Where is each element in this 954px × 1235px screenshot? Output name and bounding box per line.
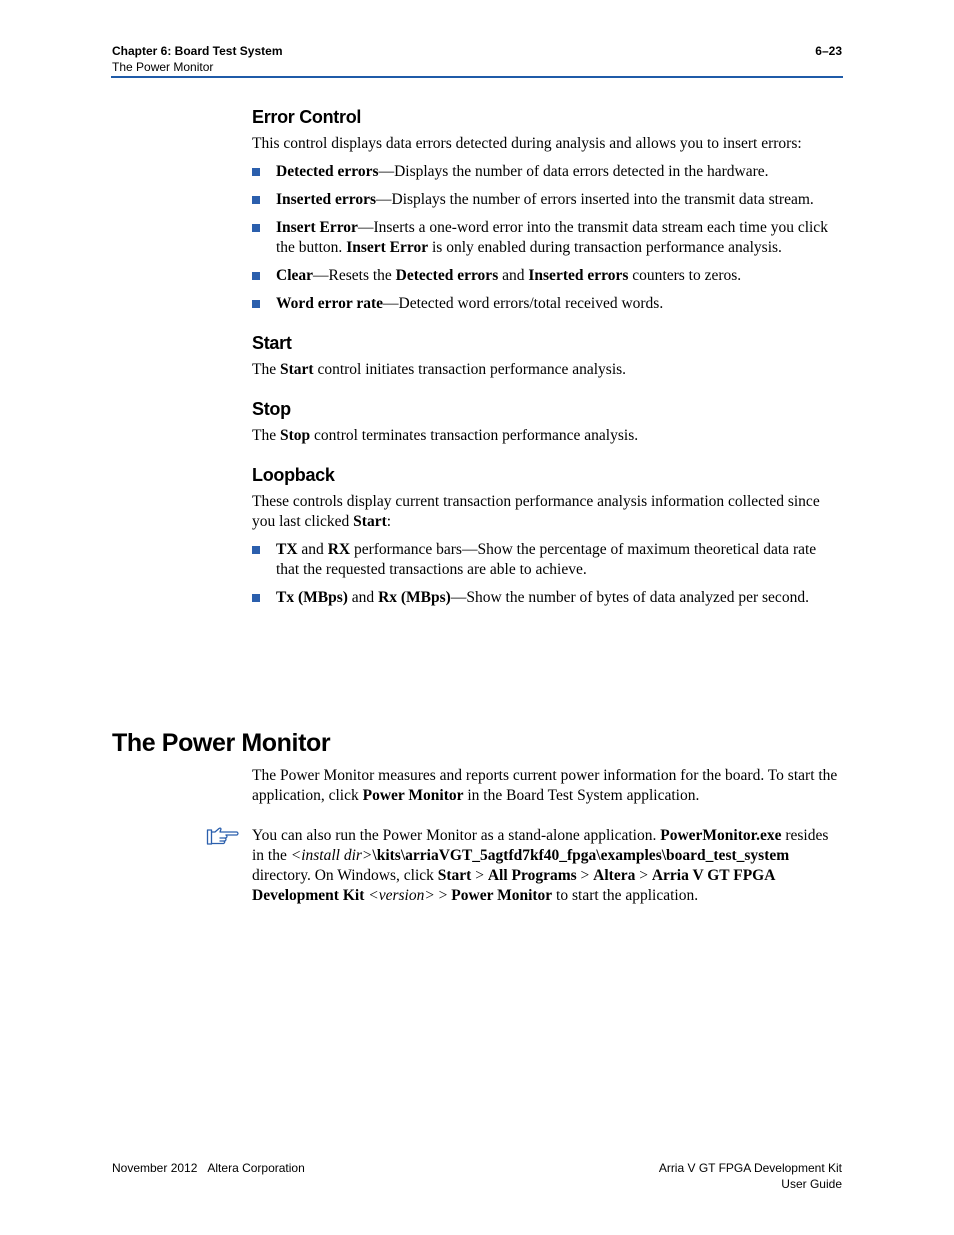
footer-left — [112, 1160, 305, 1176]
list-item: TX and RX performance bars—Show the percentage of maximum theoretical data rate that the requested transactions are able to achieve. — [252, 540, 842, 580]
header-page-number: 6–23 — [815, 44, 842, 58]
heading-error-control: Error Control — [252, 107, 362, 127]
footer-company: Altera Corporation — [207, 1161, 305, 1175]
heading-loopback: Loopback — [252, 465, 335, 485]
heading-power-monitor: The Power Monitor — [112, 729, 331, 757]
header-chapter: Chapter 6: Board Test System — [112, 44, 283, 58]
square-bullet-icon — [252, 196, 260, 204]
section-error-control — [252, 106, 842, 314]
main-content — [252, 106, 842, 626]
square-bullet-icon — [252, 300, 260, 308]
header-section: The Power Monitor — [112, 60, 214, 74]
square-bullet-icon — [252, 594, 260, 602]
start-text: The Start control initiates transaction performance analysis. — [252, 361, 627, 378]
running-header — [112, 43, 283, 75]
list-item: Inserted errors—Displays the number of errors inserted into the transmit data stream. — [252, 190, 842, 210]
footer-doc: User Guide — [781, 1177, 842, 1191]
error-control-intro: This control displays data errors detected during analysis and allows you to insert errors: — [252, 135, 802, 152]
note-text: You can also run the Power Monitor as a stand-alone application. PowerMonitor.exe resides in the <install dir>\kits\arriaVGT_5agtfd7kf40_fpga\examples\board_test_system directory. On Windows, click Start > All Programs > Altera > Arria V GT FPGA Development Kit <version> > Power Monitor to start the application. — [252, 827, 829, 904]
loopback-intro: These controls display current transaction performance analysis information collected since you last clicked Start: — [252, 493, 820, 530]
power-monitor-paragraph: The Power Monitor measures and reports current power information for the board. To start the application, click Power Monitor in the Board Test System application. — [252, 767, 838, 804]
footer-date: November 2012 — [112, 1161, 198, 1175]
section-loopback — [252, 464, 842, 608]
list-item: Tx (MBps) and Rx (MBps)—Show the number of bytes of data analyzed per second. — [252, 588, 842, 608]
square-bullet-icon — [252, 224, 260, 232]
heading-stop: Stop — [252, 399, 291, 419]
stop-text: The Stop control terminates transaction performance analysis. — [252, 427, 639, 444]
header-rule — [111, 76, 843, 78]
pointing-hand-icon — [206, 826, 240, 851]
list-item: Insert Error—Inserts a one-word error into the transmit data stream each time you click the button. Insert Error is only enabled during transaction performance analysis. — [252, 218, 842, 258]
section-start — [252, 332, 842, 380]
list-item: Word error rate—Detected word errors/total received words. — [252, 294, 842, 314]
loopback-list — [252, 540, 842, 608]
footer-right — [659, 1160, 842, 1192]
square-bullet-icon — [252, 546, 260, 554]
list-item: Clear—Resets the Detected errors and Inserted errors counters to zeros. — [252, 266, 842, 286]
square-bullet-icon — [252, 168, 260, 176]
square-bullet-icon — [252, 272, 260, 280]
section-stop — [252, 398, 842, 446]
heading-start: Start — [252, 333, 292, 353]
list-item: Detected errors—Displays the number of data errors detected in the hardware. — [252, 162, 842, 182]
error-control-list — [252, 162, 842, 314]
footer-product: Arria V GT FPGA Development Kit — [658, 1161, 842, 1175]
